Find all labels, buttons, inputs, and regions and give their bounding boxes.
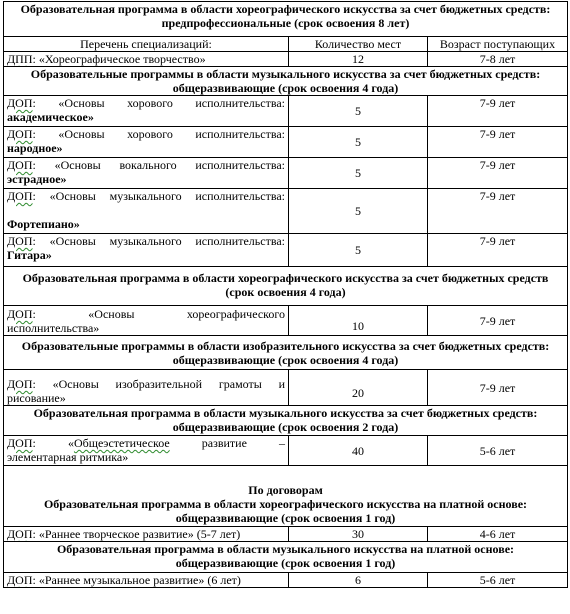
age-range: 7-9 лет bbox=[428, 189, 568, 234]
abbreviation: ДПП bbox=[7, 52, 33, 66]
age-range: 7-9 лет bbox=[428, 370, 568, 406]
program-name: ДОП: «Раннее творческое развитие» (5-7 лет) bbox=[4, 527, 289, 542]
column-header-age: Возраст поступающих bbox=[428, 37, 568, 52]
table-row bbox=[4, 370, 568, 406]
age-range: 7-9 лет bbox=[428, 127, 568, 158]
table-row bbox=[4, 189, 568, 234]
places-count: 5 bbox=[289, 234, 428, 267]
section-heading-music-2y: Образовательная программа в области музыкального искусства за счет бюджетных средств: общеразвивающие (срок освоения 2 года) bbox=[4, 406, 568, 436]
places-count: 5 bbox=[289, 96, 428, 127]
age-range: 7-9 лет bbox=[428, 306, 568, 336]
section-heading-paid-choreography: По договорам Образовательная программа в области хореографического искусства на платной основе: общеразвивающие (срок освоения 1 год) bbox=[4, 466, 568, 527]
program-name: ДОП: «Основы вокального исполнительства: эстрадное» bbox=[4, 158, 289, 189]
column-header-places: Количество мест bbox=[289, 37, 428, 52]
program-name: ДПП: «Хореографическое творчество» bbox=[4, 52, 289, 67]
age-range: 7-8 лет bbox=[428, 52, 568, 67]
program-name: ДОП: «Основы музыкального исполнительства: Гитара» bbox=[4, 234, 289, 267]
contract-label: По договорам bbox=[248, 483, 323, 497]
program-name: ДОП: «Общеэстетическое развитие – элементарная ритмика» bbox=[4, 436, 289, 466]
age-range: 5-6 лет bbox=[428, 436, 568, 466]
age-range: 5-6 лет bbox=[428, 573, 568, 588]
table-row bbox=[4, 527, 568, 542]
program-name: ДОП: «Основы хорового исполнительства: академическое» bbox=[4, 96, 289, 127]
age-range: 4-6 лет bbox=[428, 527, 568, 542]
table-row bbox=[4, 127, 568, 158]
places-count: 5 bbox=[289, 127, 428, 158]
table-row bbox=[4, 52, 568, 67]
places-count: 40 bbox=[289, 436, 428, 466]
program-name: ДОП: «Основы музыкального исполнительства: Фортепиано» bbox=[4, 189, 289, 234]
section-heading-choreography-4y: Образовательная программа в области хореографического искусства за счет бюджетных средств (срок освоения 4 года) bbox=[4, 267, 568, 306]
program-name: ДОП: «Основы хорового исполнительства: народное» bbox=[4, 127, 289, 158]
table-row bbox=[4, 234, 568, 267]
places-count: 30 bbox=[289, 527, 428, 542]
age-range: 7-9 лет bbox=[428, 234, 568, 267]
section-heading-paid-music: Образовательная программа в области музыкального искусства на платной основе: общеразвивающие (срок освоения 1 год) bbox=[4, 542, 568, 573]
table-row bbox=[4, 96, 568, 127]
places-count: 5 bbox=[289, 189, 428, 234]
table-row bbox=[4, 158, 568, 189]
places-count: 12 bbox=[289, 52, 428, 67]
section-heading-fine-arts: Образовательные программы в области изобразительного искусства за счет бюджетных средств: общеразвивающие (срок освоения 4 года) bbox=[4, 336, 568, 370]
age-range: 7-9 лет bbox=[428, 158, 568, 189]
column-header-specializations: Перечень специализаций: bbox=[4, 37, 289, 52]
admission-table bbox=[3, 1, 568, 588]
section-heading-music-general: Образовательные программы в области музыкального искусства за счет бюджетных средств: общеразвивающие (срок освоения 4 года) bbox=[4, 67, 568, 96]
table-row bbox=[4, 436, 568, 466]
places-count: 6 bbox=[289, 573, 428, 588]
age-range: 7-9 лет bbox=[428, 96, 568, 127]
section-heading-choreography-preprof: Образовательная программа в области хореографического искусства за счет бюджетных средств: предпрофессиональные (срок освоения 8 лет) bbox=[4, 2, 568, 37]
program-name: ДОП: «Основы хореографического исполнительства» bbox=[4, 306, 289, 336]
places-count: 10 bbox=[289, 306, 428, 336]
table-row bbox=[4, 573, 568, 588]
places-count: 20 bbox=[289, 370, 428, 406]
program-name: ДОП: «Основы изобразительной грамоты и рисование» bbox=[4, 370, 289, 406]
program-name: ДОП: «Раннее музыкальное развитие» (6 лет) bbox=[4, 573, 289, 588]
places-count: 5 bbox=[289, 158, 428, 189]
table-row bbox=[4, 306, 568, 336]
